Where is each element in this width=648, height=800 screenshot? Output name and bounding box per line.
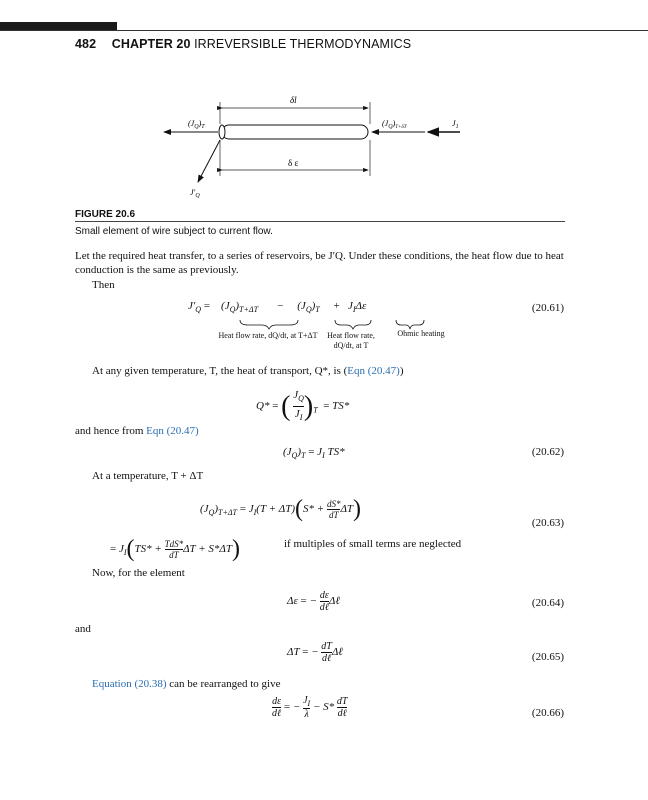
svg-text:J′Q: $J'_Q$	[190, 188, 200, 199]
delta-eps-label: δ ε	[288, 158, 299, 168]
eq-63-line1: $(J_Q)_{T+\Delta T} = J_I(T + \Delta T)(S*$ + $\frac{dS*}{dT}$ ΔT)	[200, 496, 362, 522]
paragraph-transport	[92, 364, 404, 378]
transport-text: At any given temperature, T, the heat of transport, Q*, is (	[92, 365, 348, 377]
link-eqn-20-38[interactable]: Equation (20.38)	[92, 678, 167, 690]
paragraph-eq38	[92, 677, 280, 691]
eq-63-line2: = $J_I(TS*$ + TdS* dT ΔT + S*ΔT)	[110, 536, 240, 562]
delta-l-label: δl	[290, 95, 297, 105]
svg-text:(JQ)T: $(J_Q)_T$	[188, 119, 205, 130]
link-eqn-20-47-b[interactable]: Eqn (20.47)	[146, 425, 199, 437]
figure-rule	[75, 221, 565, 222]
eq-65-body: ΔT = − dT dℓ Δℓ	[287, 641, 343, 664]
eq-number-62: (20.62)	[531, 446, 564, 458]
paragraph-then: Then	[92, 279, 115, 291]
eq-number-66: (20.66)	[531, 707, 564, 719]
eq-heat-transport: Q* = ( $\frac{J_Q}{J_I}$ )$_T = TS*$	[256, 389, 350, 423]
svg-text:J1: $J_1$	[452, 119, 459, 130]
neglect-note: if multiples of small terms are neglected	[284, 538, 462, 550]
figure-caption: Small element of wire subject to current flow.	[75, 226, 273, 237]
eq38-text: can be rearranged to give	[166, 678, 281, 690]
wire-element-figure	[160, 90, 500, 205]
note-heat-flow-t: Heat flow rate, dQ/dt, at T	[327, 331, 375, 350]
eq-61-body: $J'_Q$ = $(J_Q)_{T+\Delta T}$ − $(J_Q)_T$ + $J_I\Delta\varepsilon$	[188, 300, 367, 315]
paragraph-now-element: Now, for the element	[92, 567, 185, 579]
eq-62-body: $(J_Q)_T = J_I$ TS*	[283, 446, 345, 461]
paragraph-hence	[75, 424, 199, 438]
chapter-title: IRREVERSIBLE THERMODYNAMICS	[194, 37, 412, 51]
eq-number-64: (20.64)	[531, 597, 564, 609]
eq-64-body: Δε = − dε dℓ Δℓ	[287, 590, 340, 613]
hence-text: and hence from	[75, 425, 147, 437]
transport-close: )	[399, 365, 404, 377]
eq-number-63: (20.63)	[531, 517, 564, 529]
paragraph-heat-transfer: Let the required heat transfer, to a series of reservoirs, be J′Q. Under these conditions, the heat flow due to heat conduction is the same as previously.	[75, 250, 564, 276]
note-heat-flow-tdt: Heat flow rate, dQ/dt, at T+ΔT	[218, 331, 318, 340]
paragraph-and: and	[75, 623, 91, 635]
figure-label: FIGURE 20.6	[75, 209, 136, 220]
running-header	[75, 37, 411, 51]
header-rule	[0, 30, 648, 31]
eq-66-body: dε dℓ = − $\frac{J_I}{\lambda}$ − S* dT dℓ	[272, 695, 348, 720]
eq-number-65: (20.65)	[531, 651, 564, 663]
svg-text:(JQ)T+δT: $(J_Q)_{T+\delta T}$	[382, 119, 407, 130]
link-eqn-20-47[interactable]: Eqn (20.47)	[347, 365, 400, 377]
eq-number-61: (20.61)	[531, 302, 564, 314]
page-number: 482	[75, 37, 97, 51]
paragraph-at-temp: At a temperature, T + ΔT	[92, 470, 204, 482]
note-ohmic: Ohmic heating	[397, 329, 445, 338]
chapter-number: CHAPTER 20	[111, 37, 191, 51]
